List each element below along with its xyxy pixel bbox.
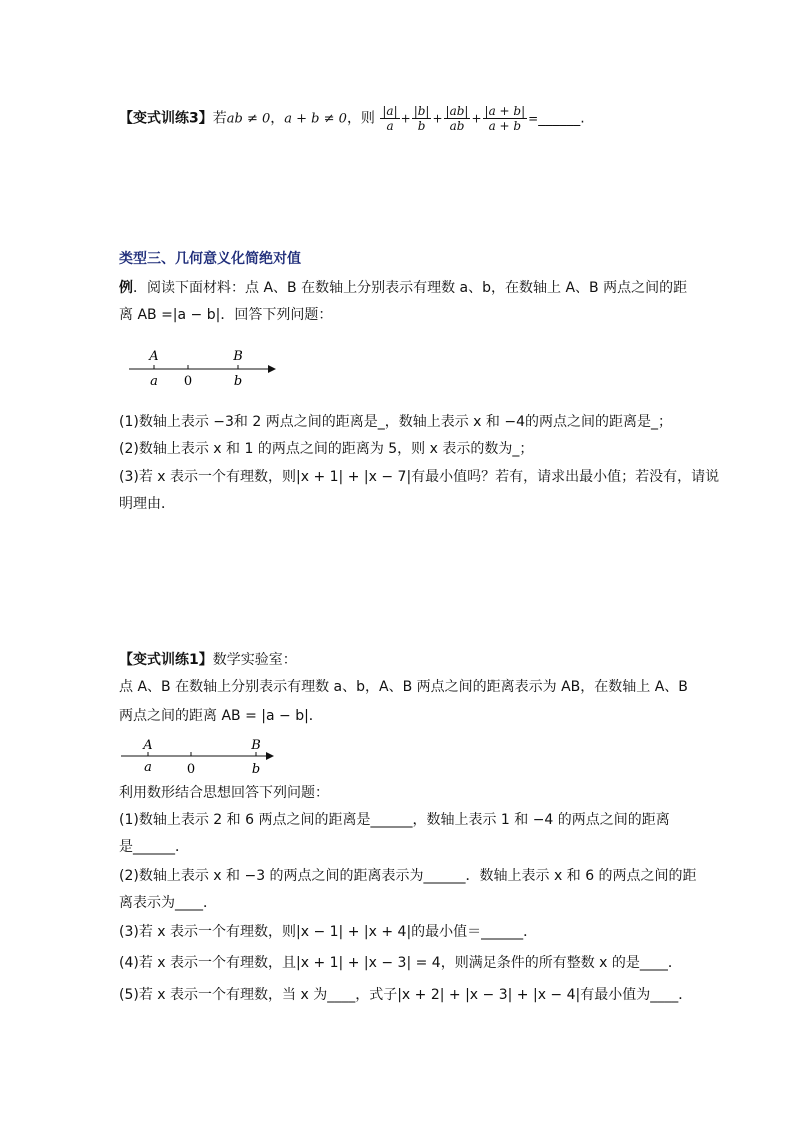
axis2-label-a: a	[144, 760, 152, 775]
example-question-3-line-1: (3)若 x 表示一个有理数，则|x + 1| + |x − 7|有最小值吗？若有，请求出最小值；若没有，请说	[119, 469, 720, 485]
variant1-question-3: (3)若 x 表示一个有理数，则|x − 1| + |x + 4|的最小值＝______．	[119, 924, 538, 940]
axis2-label-B: B	[251, 738, 261, 753]
plus-sign: +	[471, 111, 482, 126]
variant1-tag: 【变式训练1】	[119, 652, 213, 668]
variant1-question-2-line-1: (2)数轴上表示 x 和 −3 的两点之间的距离表示为______．数轴上表示 x 和 6 的两点之间的距	[119, 868, 697, 884]
fraction-4: $\frac{|a + b|}{a + b}$	[484, 104, 526, 133]
variant1-question-1-line-1: (1)数轴上表示 2 和 6 两点之间的距离是______，数轴上表示 1 和 −4 的两点之间的距离	[119, 812, 670, 828]
plus-sign: +	[432, 111, 443, 126]
answer-blank: ______	[538, 110, 581, 127]
variant1-line-1: 点 A、B 在数轴上分别表示有理数 a、b，A、B 两点之间的距离表示为 AB，在数轴上 A、B	[119, 679, 688, 695]
variant3-line	[119, 104, 585, 133]
example-question-3-line-2: 明理由．	[119, 496, 175, 512]
fraction-1: $\frac{|a|}{a}$	[382, 104, 398, 133]
equals-sign: =	[528, 111, 539, 126]
variant1-line-2: 两点之间的距离 AB = |a − b|．	[119, 708, 323, 724]
period: .	[580, 110, 585, 127]
number-line-2	[118, 736, 288, 778]
axis1-label-A: A	[149, 349, 159, 364]
number-line-1	[124, 346, 284, 392]
axis1-label-zero: 0	[183, 374, 193, 389]
axis2-label-zero: 0	[186, 762, 196, 777]
fraction-3: $\frac{|ab|}{ab}$	[445, 104, 469, 133]
axis2-label-A: A	[143, 738, 153, 753]
example-line-2: 离 AB =|a − b|．回答下列问题：	[119, 307, 333, 323]
variant1-title-line	[119, 650, 297, 670]
variant3-sep: ，	[270, 110, 285, 127]
example-label: 例	[119, 280, 133, 296]
axis1-label-b: b	[233, 374, 243, 389]
variant3-if: 若	[212, 110, 227, 127]
plus-sign: +	[400, 111, 411, 126]
variant3-tag: 【变式训练3】	[119, 110, 213, 127]
variant1-question-5: (5)若 x 表示一个有理数，当 x 为____，式子|x + 2| + |x − 3| + |x − 4|有最小值为____．	[119, 987, 693, 1003]
section-heading: 类型三、几何意义化简绝对值	[119, 251, 301, 267]
axis1-label-B: B	[233, 349, 243, 364]
variant3-then: ，则	[346, 110, 375, 127]
example-line-1	[119, 278, 687, 298]
variant1-question-4: (4)若 x 表示一个有理数，且|x + 1| + |x − 3| = 4，则满足条件的所有整数 x 的是____．	[119, 955, 682, 971]
fraction-2: $\frac{|b|}{b}$	[413, 104, 430, 133]
variant1-question-2-line-2: 离表示为____．	[119, 895, 217, 911]
variant3-cond2: a + b ≠ 0	[284, 111, 347, 127]
variant1-title: 数学实验室：	[212, 652, 297, 668]
variant3-cond1: ab ≠ 0	[226, 111, 271, 127]
variant1-question-1-line-2: 是______．	[119, 839, 189, 855]
axis2-label-b: b	[251, 762, 261, 777]
example-text-1: ．阅读下面材料：点 A、B 在数轴上分别表示有理数 a、b，在数轴上 A、B 两点之间的距	[133, 280, 688, 296]
variant1-intro: 利用数形结合思想回答下列问题：	[119, 785, 329, 801]
axis1-label-a: a	[150, 374, 158, 389]
example-question-1: (1)数轴上表示 −3和 2 两点之间的距离是_，数轴上表示 x 和 −4的两点之间的距离是_；	[119, 414, 672, 430]
example-question-2: (2)数轴上表示 x 和 1 的两点之间的距离为 5，则 x 表示的数为_；	[119, 441, 534, 457]
